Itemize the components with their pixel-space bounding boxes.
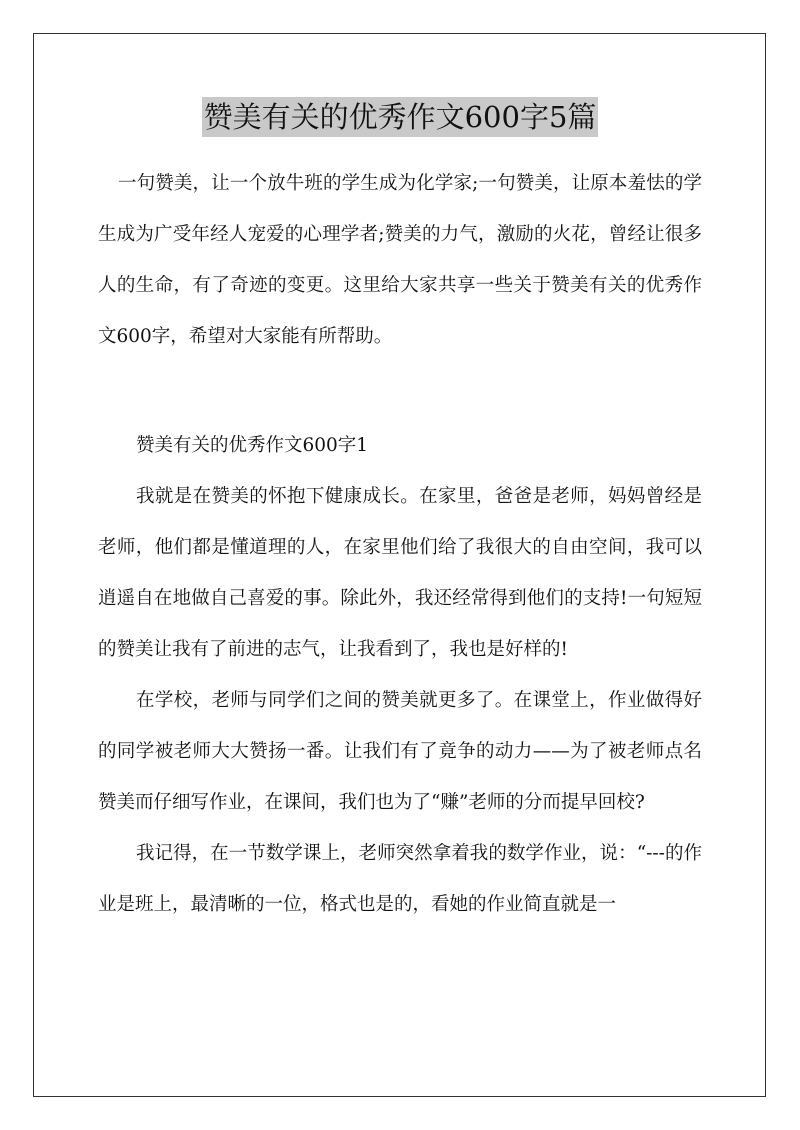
intro-paragraph: 一句赞美，让一个放牛班的学生成为化学家;一句赞美，让原本羞怯的学生成为广受年经人宠爱的心理学者;赞美的力气，激励的火花，曾经让很多人的生命，有了奇迹的变更。这里给大家共享一些关于赞美有关的优秀作文600字，希望对大家能有所帮助。 (98, 173, 702, 347)
section-1 (98, 420, 702, 930)
body-paragraph: 我记得，在一节数学课上，老师突然拿着我的数学作业，说：“---的作业是班上，最清晰的一位，格式也是的，看她的作业简直就是一 (98, 843, 702, 915)
intro-block (98, 158, 702, 362)
title-container (0, 97, 800, 137)
body-paragraph: 在学校，老师与同学们之间的赞美就更多了。在课堂上，作业做得好的同学被老师大大赞扬一番。让我们有了竟争的动力——为了被老师点名赞美而仔细写作业，在课间，我们也为了“赚”老师的分而提早回校? (98, 690, 702, 813)
body-paragraph: 我就是在赞美的怀抱下健康成长。在家里，爸爸是老师，妈妈曾经是老师，他们都是懂道理的人，在家里他们给了我很大的自由空间，我可以逍遥自在地做自己喜爱的事。除此外，我还经常得到他们的支持!一句短短的赞美让我有了前进的志气，让我看到了，我也是好样的! (98, 486, 702, 660)
section-heading: 赞美有关的优秀作文600字1 (136, 435, 369, 456)
document-title: 赞美有关的优秀作文600字5篇 (202, 97, 599, 137)
